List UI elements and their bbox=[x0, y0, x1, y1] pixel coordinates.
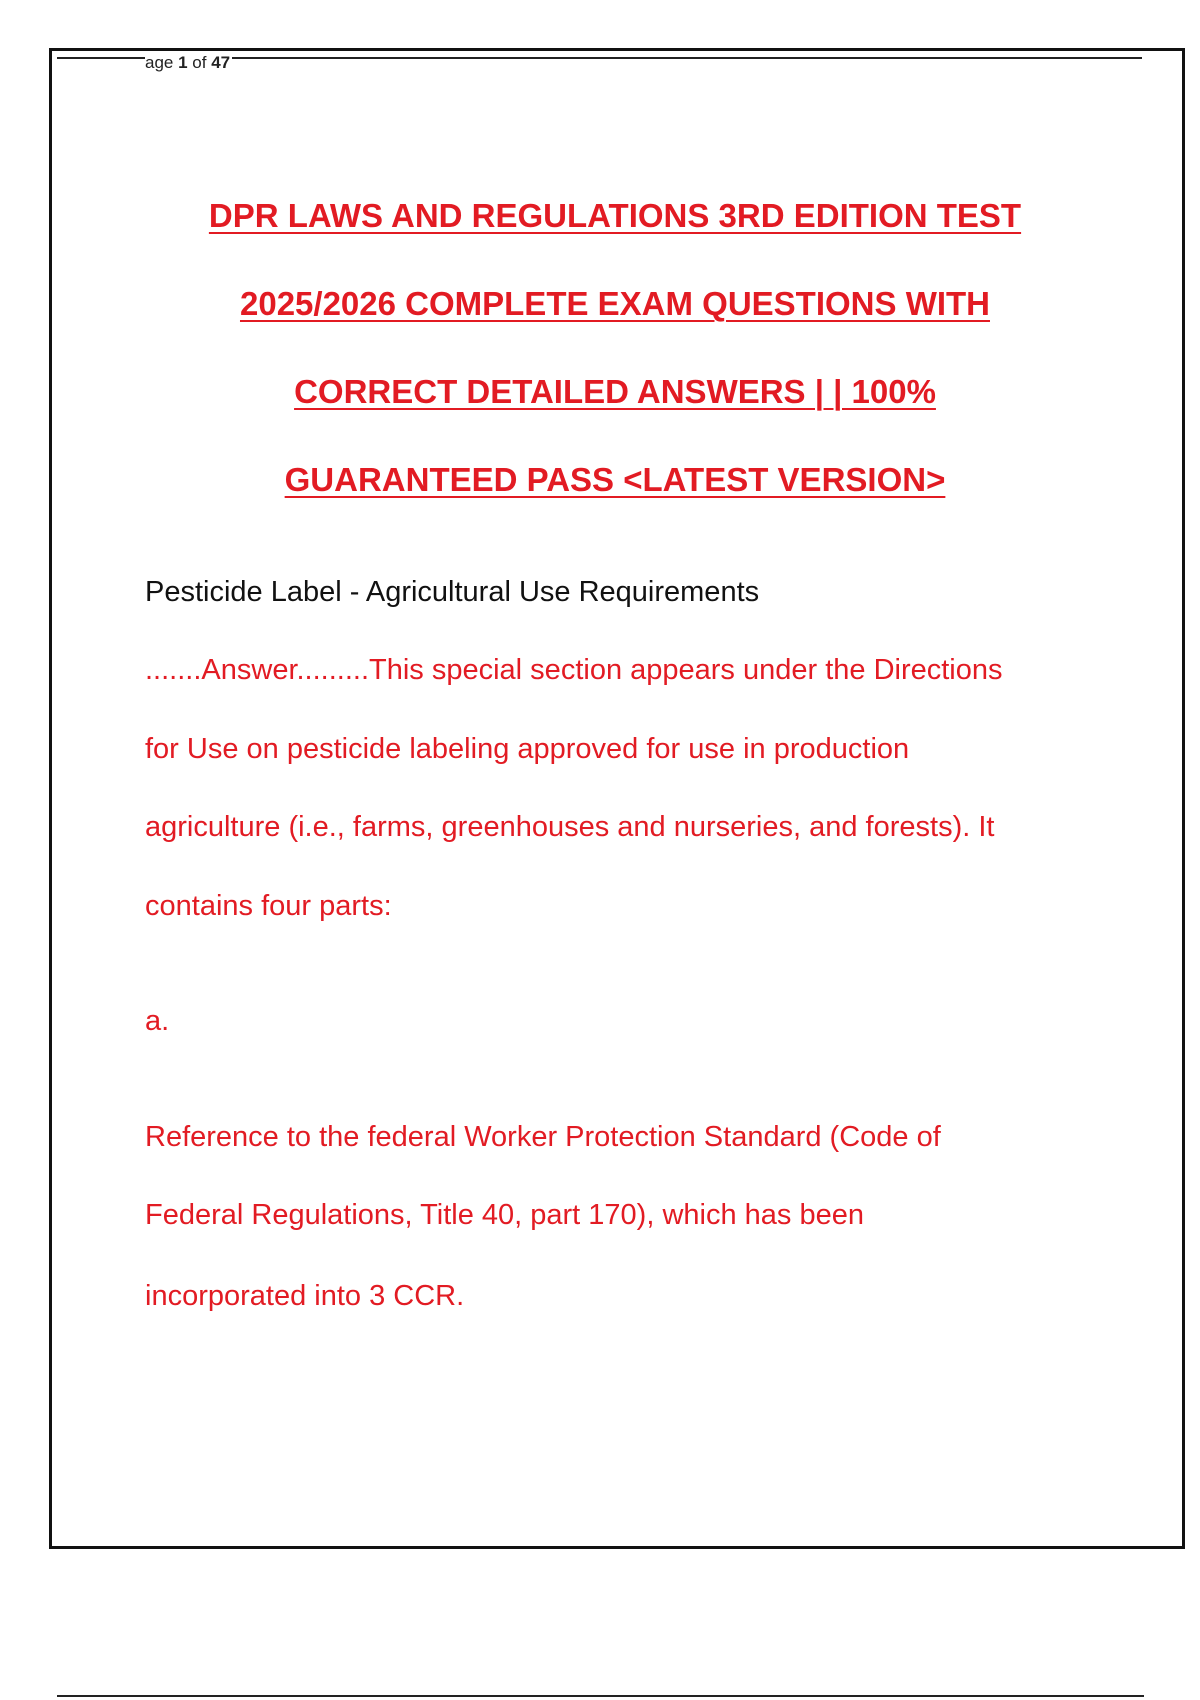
answer-list-marker: a. bbox=[145, 1005, 170, 1037]
answer-line-3: agriculture (i.e., farms, greenhouses and nurseries, and forests). It bbox=[145, 811, 995, 843]
page-current: 1 bbox=[178, 53, 188, 72]
title-line-4: GUARANTEED PASS <LATEST VERSION> bbox=[284, 461, 946, 498]
title-line-3: CORRECT DETAILED ANSWERS | | 100% bbox=[294, 373, 936, 410]
answer-line-8: incorporated into 3 CCR. bbox=[145, 1280, 465, 1312]
page-of: of bbox=[187, 53, 212, 72]
answer-line-4: contains four parts: bbox=[145, 890, 392, 922]
question-text: Pesticide Label - Agricultural Use Requirements bbox=[145, 576, 760, 608]
answer-line-2: for Use on pesticide labeling approved for use in production bbox=[145, 733, 910, 765]
title-line-2: 2025/2026 COMPLETE EXAM QUESTIONS WITH bbox=[239, 285, 990, 322]
footer-rule bbox=[57, 1695, 1144, 1697]
answer-line-6: Reference to the federal Worker Protection Standard (Code of bbox=[145, 1121, 941, 1153]
page-prefix: age bbox=[145, 53, 179, 72]
page-indicator bbox=[145, 53, 232, 73]
title-line-1: DPR LAWS AND REGULATIONS 3RD EDITION TEST bbox=[208, 197, 1022, 234]
answer-line-1: .......Answer.........This special section appears under the Directions bbox=[145, 654, 1003, 686]
page-total: 47 bbox=[211, 53, 231, 72]
answer-line-7: Federal Regulations, Title 40, part 170), which has been bbox=[145, 1199, 864, 1231]
document-title bbox=[60, 172, 1170, 524]
